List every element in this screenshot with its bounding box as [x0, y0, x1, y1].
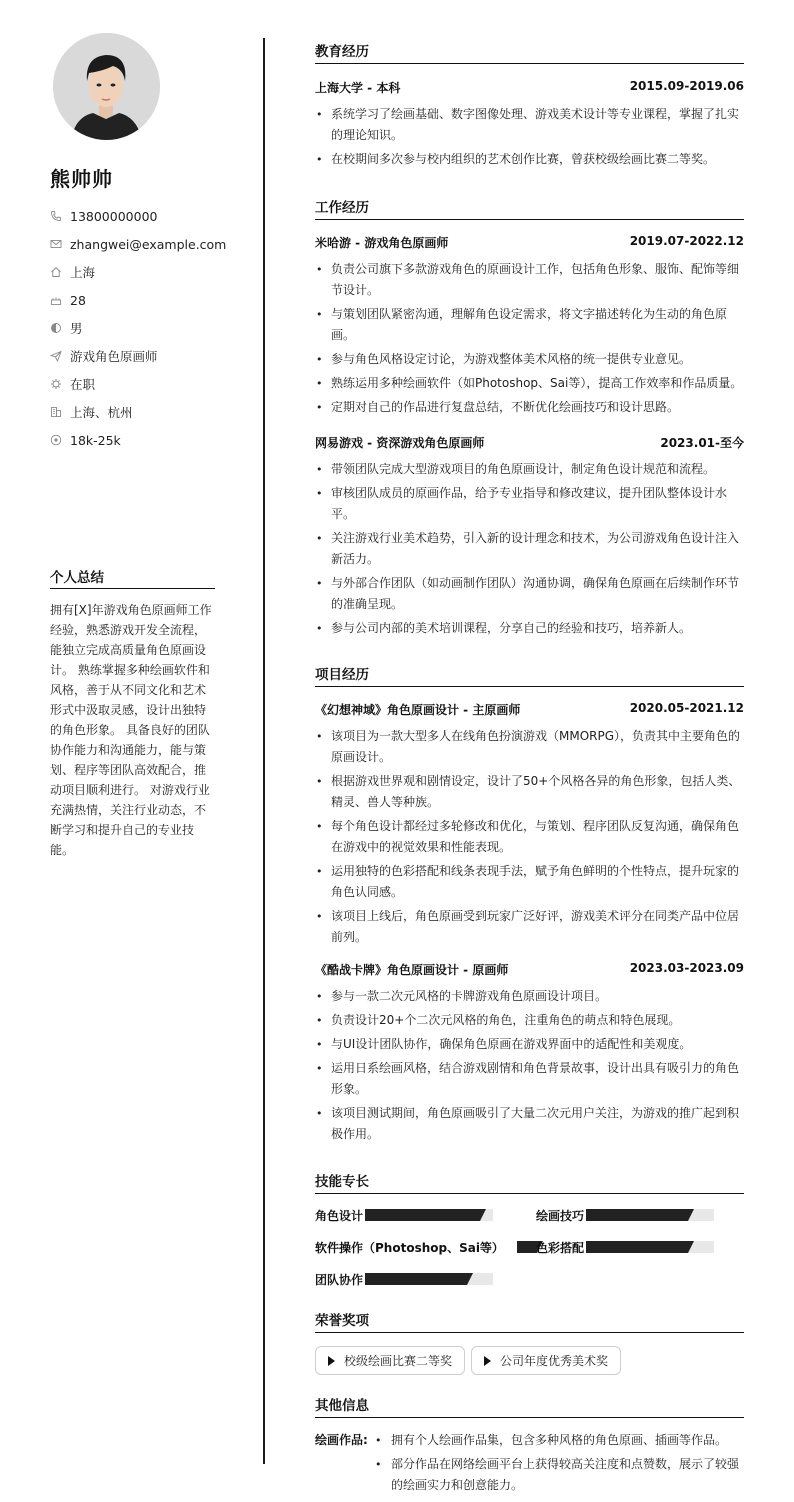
building-icon: [50, 406, 62, 418]
job-title: 米哈游 - 游戏角色原画师: [315, 236, 449, 250]
city-row: [50, 258, 250, 286]
email-text: zhangwei@example.com: [70, 236, 227, 252]
list-item: • 审核团队成员的原画作品，给予专业指导和修改建议，提升团队整体设计水平。: [315, 483, 744, 525]
status-text: 在职: [70, 377, 96, 392]
other-heading: 其他信息: [315, 1394, 744, 1418]
skill-name: 绘画技巧: [536, 1208, 585, 1223]
list-item: • 在校期间多次参与校内组织的艺术创作比赛，曾获校级绘画比赛二等奖。: [315, 149, 744, 170]
job-bullets: [315, 459, 744, 642]
job-entry-header: [315, 434, 744, 451]
target-city-text: 上海、杭州: [70, 405, 133, 420]
avatar: [53, 33, 160, 140]
job-date: 2023.01-至今: [660, 436, 744, 450]
project-date: 2020.05-2021.12: [629, 701, 744, 715]
job-title: 网易游戏 - 资深游戏角色原画师: [315, 436, 485, 450]
skill-bar: [365, 1209, 493, 1221]
list-item: • 每个角色设计都经过多轮修改和优化，与策划、程序团队反复沟通，确保角色在游戏中的视觉效果和性能表现。: [315, 816, 744, 858]
skill-item: [536, 1205, 714, 1225]
skill-item: [536, 1237, 714, 1257]
education-date: 2015.09-2019.06: [629, 79, 744, 93]
send-icon: [50, 350, 62, 362]
salary-text: 18k-25k: [70, 432, 121, 448]
education-entry-header: [315, 79, 744, 96]
award-label: 公司年度优秀美术奖: [500, 1354, 609, 1368]
gender-text: 男: [70, 321, 83, 336]
list-item: • 定期对自己的作品进行复盘总结，不断优化绘画技巧和设计思路。: [315, 397, 744, 418]
list-item: • 带领团队完成大型游戏项目的角色原画设计，制定角色设计规范和流程。: [315, 459, 744, 480]
list-item: • 与策划团队紧密沟通，理解角色设定需求，将文字描述转化为生动的角色原画。: [315, 304, 744, 346]
job-date: 2019.07-2022.12: [629, 234, 744, 248]
skill-bar-fill: [586, 1209, 688, 1221]
position-row: [50, 342, 250, 370]
list-item: • 运用日系绘画风格，结合游戏剧情和角色背景故事，设计出具有吸引力的角色形象。: [315, 1058, 744, 1100]
skill-bar: [586, 1241, 714, 1253]
list-item: • 与UI设计团队协作，确保角色原画在游戏界面中的适配性和美观度。: [315, 1034, 744, 1055]
list-item: • 关注游戏行业美术趋势，引入新的设计理念和技术，为公司游戏角色设计注入新活力。: [315, 528, 744, 570]
skill-bar-fill: [365, 1209, 480, 1221]
summary-heading: 个人总结: [50, 566, 215, 589]
position-text: 游戏角色原画师: [70, 349, 158, 364]
skill-item: [315, 1205, 493, 1225]
skill-item: [315, 1269, 493, 1289]
project-bullets: [315, 986, 744, 1148]
project-date: 2023.03-2023.09: [629, 961, 744, 975]
skill-bar: [586, 1209, 714, 1221]
mail-icon: [50, 238, 62, 250]
candidate-name: 熊帅帅: [50, 167, 113, 191]
play-icon: [484, 1356, 491, 1366]
list-item: • 部分作品在网络绘画平台上获得较高关注度和点赞数，展示了较强的绘画实力和创意能力。: [375, 1454, 745, 1496]
cake-icon: [50, 294, 62, 306]
list-item: • 系统学习了绘画基础、数字图像处理、游戏美术设计等专业课程，掌握了扎实的理论知识。: [315, 104, 744, 146]
list-item: • 参与公司内部的美术培训课程，分享自己的经验和技巧，培养新人。: [315, 618, 744, 639]
list-item: • 该项目上线后，角色原画受到玩家广泛好评，游戏美术评分在同类产品中位居前列。: [315, 906, 744, 948]
education-heading: 教育经历: [315, 40, 744, 64]
skill-name: 角色设计: [315, 1208, 364, 1223]
list-item: • 该项目为一款大型多人在线角色扮演游戏（MMORPG），负责其中主要角色的原画设计。: [315, 726, 744, 768]
gender-row: [50, 314, 250, 342]
email-row: [50, 230, 250, 258]
age-text: 28: [70, 292, 86, 308]
contact-info: [50, 202, 250, 454]
project-entry-header: [315, 961, 744, 978]
job-bullets: [315, 259, 744, 421]
avatar-portrait: [53, 33, 160, 140]
list-item: • 参与角色风格设定讨论，为游戏整体美术风格的统一提供专业意见。: [315, 349, 744, 370]
skill-name: 团队协作: [315, 1272, 364, 1287]
skill-bar-fill: [586, 1241, 688, 1253]
list-item: • 拥有个人绘画作品集，包含多种风格的角色原画、插画等作品。: [375, 1430, 745, 1451]
project-bullets: [315, 726, 744, 951]
gender-icon: [50, 322, 62, 334]
phone-row: [50, 202, 250, 230]
money-icon: [50, 434, 62, 446]
other-label: 绘画作品:: [315, 1433, 368, 1447]
skill-item: [315, 1237, 541, 1257]
list-item: • 负责公司旗下多款游戏角色的原画设计工作，包括角色形象、服饰、配饰等细节设计。: [315, 259, 744, 301]
city-text: 上海: [70, 265, 96, 280]
education-bullets: [315, 104, 744, 173]
work-heading: 工作经历: [315, 196, 744, 220]
list-item: • 负责设计20+个二次元风格的角色，注重角色的萌点和特色展现。: [315, 1010, 744, 1031]
skills-heading: 技能专长: [315, 1170, 744, 1194]
award-label: 校级绘画比赛二等奖: [344, 1354, 453, 1368]
project-title: 《幻想神域》角色原画设计 - 主原画师: [315, 703, 521, 717]
school-name: 上海大学 - 本科: [315, 81, 401, 95]
status-icon: [50, 378, 62, 390]
vertical-divider: [263, 38, 265, 1464]
summary-text: 拥有[X]年游戏角色原画师工作经验，熟悉游戏开发全流程，能独立完成高质量角色原画设计。 熟练掌握多种绘画软件和风格，善于从不同文化和艺术形式中汲取灵感，设计出独特的角色形象。 具备良好的团队协作能力和沟通能力，能与策划、程序等团队高效配合，推动项目顺利进行。 对游戏行业充满热情，关注行业动态，不断学习和提升自己的专业技能。: [50, 603, 212, 857]
award-tag: [315, 1346, 465, 1375]
list-item: • 运用独特的色彩搭配和线条表现手法，赋予角色鲜明的个性特点，提升玩家的角色认同感。: [315, 861, 744, 903]
project-entry-header: [315, 701, 744, 718]
phone-icon: [50, 210, 62, 222]
skill-bar: [365, 1273, 493, 1285]
salary-row: [50, 426, 250, 454]
status-row: [50, 370, 250, 398]
list-item: • 该项目测试期间，角色原画吸引了大量二次元用户关注，为游戏的推广起到积极作用。: [315, 1103, 744, 1145]
list-item: • 参与一款二次元风格的卡牌游戏角色原画设计项目。: [315, 986, 744, 1007]
skill-bar-fill: [517, 1241, 537, 1253]
target-city-row: [50, 398, 250, 426]
list-item: • 熟练运用多种绘画软件（如Photoshop、Sai等），提高工作效率和作品质量。: [315, 373, 744, 394]
play-icon: [328, 1356, 335, 1366]
other-bullets: [375, 1430, 745, 1499]
age-row: [50, 286, 250, 314]
skill-name: 色彩搭配: [536, 1240, 585, 1255]
list-item: • 根据游戏世界观和剧情设定，设计了50+个风格各异的角色形象，包括人类、精灵、兽人等种族。: [315, 771, 744, 813]
phone-text: 13800000000: [70, 208, 158, 224]
projects-heading: 项目经历: [315, 663, 744, 687]
home-icon: [50, 266, 62, 278]
list-item: • 与外部合作团队（如动画制作团队）沟通协调，确保角色原画在后续制作环节的准确呈现。: [315, 573, 744, 615]
job-entry-header: [315, 234, 744, 251]
project-title: 《酷战卡牌》角色原画设计 - 原画师: [315, 963, 509, 977]
skill-bar-fill: [365, 1273, 467, 1285]
sidebar: [0, 0, 262, 1502]
award-tag: [471, 1346, 621, 1375]
awards-heading: 荣誉奖项: [315, 1309, 744, 1333]
skill-name: 软件操作（Photoshop、Sai等）: [315, 1240, 504, 1255]
